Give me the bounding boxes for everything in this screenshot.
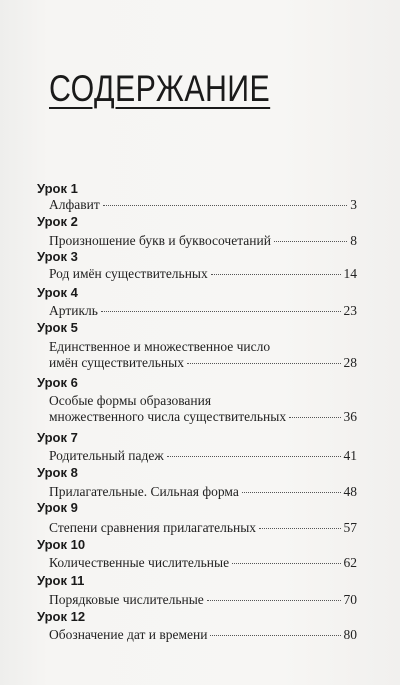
page-number: 14 xyxy=(343,266,357,281)
page-number: 48 xyxy=(343,484,357,499)
toc-entry-9[interactable] xyxy=(49,520,357,536)
page-number: 41 xyxy=(343,448,357,463)
page-number: 36 xyxy=(343,409,357,424)
entry-title: Степени сравнения прилагательных xyxy=(49,520,257,535)
lesson-heading-1: Урок 1 xyxy=(37,181,78,196)
entry-title: Род имён существительных xyxy=(49,266,208,281)
entry-title: Прилагательные. Сильная форма xyxy=(49,484,239,499)
entry-title-line1: Особые формы образования xyxy=(49,393,212,408)
dot-leader xyxy=(207,600,341,601)
entry-title: Количественные числительные xyxy=(49,555,230,570)
lesson-heading-2: Урок 2 xyxy=(37,214,78,229)
entry-title: Обозначение дат и времени xyxy=(49,627,208,642)
page-number: 23 xyxy=(343,303,357,318)
dot-leader xyxy=(289,417,340,418)
dot-leader xyxy=(242,492,341,493)
lesson-heading-11: Урок 11 xyxy=(37,573,85,588)
toc-entry-10[interactable] xyxy=(49,555,357,571)
toc-entry-8[interactable] xyxy=(49,484,357,500)
page-number: 8 xyxy=(350,233,357,248)
toc-entry-4[interactable] xyxy=(49,303,357,319)
entry-title: Алфавит xyxy=(49,197,100,212)
lesson-heading-9: Урок 9 xyxy=(37,500,78,515)
lesson-heading-12: Урок 12 xyxy=(37,609,86,624)
dot-leader xyxy=(232,563,340,564)
page-number: 3 xyxy=(350,197,357,212)
entry-title-line1: Единственное и множественное число xyxy=(49,339,271,354)
toc-entry-1[interactable] xyxy=(49,197,357,213)
lesson-heading-4: Урок 4 xyxy=(37,285,78,300)
toc-entry-7[interactable] xyxy=(49,448,357,464)
page-number: 62 xyxy=(343,555,357,570)
entry-title: Артикль xyxy=(49,303,98,318)
toc-entry-12[interactable] xyxy=(49,627,357,643)
entry-title: Родительный падеж xyxy=(49,448,164,463)
dot-leader xyxy=(167,456,341,457)
toc-entry-11[interactable] xyxy=(49,592,357,608)
page-number: 80 xyxy=(343,627,357,642)
entry-title: множественного числа существительных xyxy=(49,409,287,424)
dot-leader xyxy=(211,274,341,275)
entry-title: Порядковые числительные xyxy=(49,592,204,607)
lesson-heading-5: Урок 5 xyxy=(37,320,78,335)
lesson-heading-7: Урок 7 xyxy=(37,430,78,445)
dot-leader xyxy=(259,528,340,529)
lesson-heading-3: Урок 3 xyxy=(37,249,78,264)
toc-entry-6[interactable] xyxy=(49,393,357,425)
dot-leader xyxy=(103,205,348,206)
toc-entry-3[interactable] xyxy=(49,266,357,282)
page-number: 70 xyxy=(343,592,357,607)
lesson-heading-6: Урок 6 xyxy=(37,375,78,390)
dot-leader xyxy=(210,635,340,636)
dot-leader xyxy=(101,311,341,312)
entry-title: Произношение букв и буквосочетаний xyxy=(49,233,271,248)
dot-leader xyxy=(187,363,341,364)
toc-entry-2[interactable] xyxy=(49,233,357,249)
entry-title: имён существительных xyxy=(49,355,184,370)
dot-leader xyxy=(274,241,347,242)
page-title: СОДЕРЖАНИЕ xyxy=(49,68,271,109)
lesson-heading-10: Урок 10 xyxy=(37,537,86,552)
toc-entry-5[interactable] xyxy=(49,339,357,371)
page-number: 57 xyxy=(343,520,357,535)
page-number: 28 xyxy=(343,355,357,370)
lesson-heading-8: Урок 8 xyxy=(37,465,78,480)
